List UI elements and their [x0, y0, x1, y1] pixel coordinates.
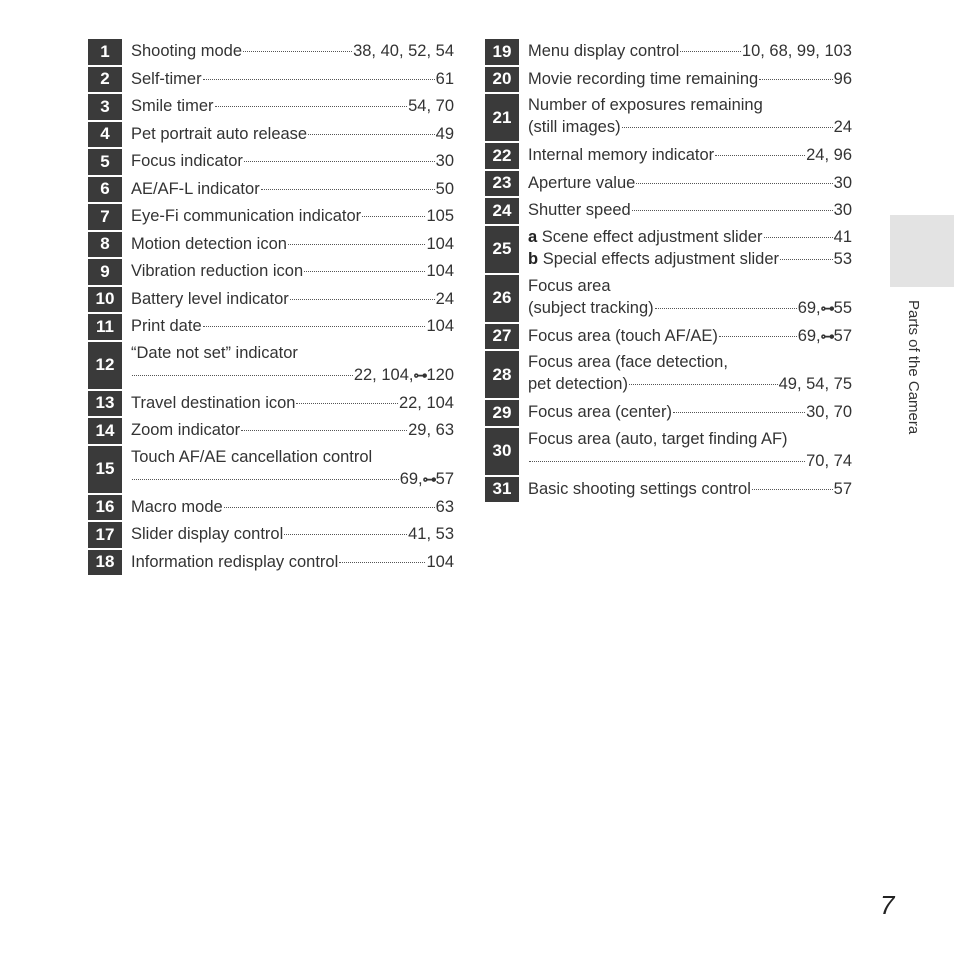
item-label: Scene effect adjustment slider — [541, 227, 763, 246]
item-label: Pet portrait auto release — [131, 124, 308, 143]
leader-dots — [132, 479, 399, 480]
index-row — [485, 226, 852, 273]
item-pages: 104 — [426, 262, 454, 280]
leader-dots — [629, 384, 778, 385]
item-label: Number of exposures remaining — [528, 96, 763, 114]
index-row — [88, 39, 454, 65]
item-number: 5 — [88, 149, 122, 175]
item-pages: 69, — [399, 469, 423, 488]
right-index-table — [485, 37, 852, 504]
index-row — [88, 522, 454, 548]
index-row — [485, 198, 852, 224]
leader-dots — [241, 430, 407, 431]
item-number: 13 — [88, 391, 122, 417]
item-pages: 53 — [833, 249, 852, 268]
index-row — [88, 418, 454, 444]
item-label: Smile timer — [131, 97, 214, 115]
item-pages: 61 — [435, 69, 454, 88]
item-label: Focus area (auto, target finding AF) — [528, 429, 788, 448]
item-ref-page: 57 — [833, 326, 852, 345]
item-label: Battery level indicator — [131, 289, 289, 308]
leader-dots — [244, 161, 435, 162]
index-row — [485, 94, 852, 141]
item-label: Zoom indicator — [131, 421, 241, 439]
item-ref-page: 57 — [435, 469, 454, 488]
index-row — [485, 143, 852, 169]
section-tab — [890, 215, 954, 287]
leader-dots — [296, 403, 397, 404]
item-label: Information redisplay control — [131, 552, 339, 571]
item-pages: 22, 104 — [398, 393, 454, 412]
index-row — [88, 446, 454, 493]
item-label: Shutter speed — [528, 201, 631, 219]
sub-item-letter: b — [528, 249, 539, 268]
item-label: AE/AF-L indicator — [131, 179, 260, 198]
item-pages: 30, 70 — [806, 403, 852, 421]
item-pages: 96 — [833, 69, 852, 88]
index-row — [88, 177, 454, 203]
item-pages: 69, — [797, 326, 821, 345]
index-row — [485, 477, 852, 503]
item-number: 9 — [88, 259, 122, 285]
index-row — [485, 324, 852, 350]
item-number: 28 — [485, 351, 519, 398]
item-pages: 41, 53 — [408, 525, 454, 543]
leader-dots — [764, 237, 833, 238]
leader-dots — [632, 210, 833, 211]
section-label: Parts of the Camera — [905, 300, 922, 435]
leader-dots — [529, 461, 805, 462]
leader-dots — [655, 308, 797, 309]
item-number: 26 — [485, 275, 519, 322]
index-row — [88, 149, 454, 175]
index-row — [88, 259, 454, 285]
index-row — [485, 171, 852, 197]
item-number: 6 — [88, 177, 122, 203]
item-label: Basic shooting settings control — [528, 479, 751, 498]
left-index-column — [88, 39, 454, 577]
index-row — [88, 287, 454, 313]
page-number: 7 — [880, 890, 895, 920]
item-pages: 104 — [426, 552, 454, 571]
leader-dots — [780, 259, 833, 260]
leader-dots — [362, 216, 425, 217]
item-number: 22 — [485, 143, 519, 169]
item-pages: 49, 54, 75 — [778, 375, 852, 393]
item-number: 16 — [88, 495, 122, 521]
item-pages: 69, — [797, 298, 821, 317]
item-pages: 30 — [833, 173, 852, 192]
item-label: “Date not set” indicator — [131, 343, 298, 362]
item-pages: 49 — [435, 124, 454, 143]
item-label: Eye-Fi communication indicator — [131, 207, 362, 225]
item-pages: 104 — [426, 234, 454, 253]
item-pages: 104 — [426, 317, 454, 335]
leader-dots — [215, 106, 408, 107]
item-pages: 57 — [833, 479, 852, 498]
item-pages: 50 — [435, 179, 454, 198]
item-pages: 29, 63 — [408, 421, 454, 439]
index-row — [485, 67, 852, 93]
item-number: 10 — [88, 287, 122, 313]
item-pages: 63 — [435, 497, 454, 516]
item-number: 3 — [88, 94, 122, 120]
index-row — [88, 495, 454, 521]
item-label: Motion detection icon — [131, 234, 287, 253]
item-pages: 105 — [426, 207, 454, 225]
item-label: Focus area — [528, 276, 611, 295]
item-number: 29 — [485, 400, 519, 426]
index-row — [88, 314, 454, 340]
item-pages: 30 — [435, 152, 454, 170]
item-number: 21 — [485, 94, 519, 141]
item-number: 30 — [485, 428, 519, 475]
index-row — [485, 351, 852, 398]
item-pages: 41 — [833, 227, 852, 246]
index-row — [88, 204, 454, 230]
item-label: Touch AF/AE cancellation control — [131, 447, 373, 466]
item-label: Focus indicator — [131, 152, 243, 170]
index-row — [88, 342, 454, 389]
item-label: Travel destination icon — [131, 393, 296, 412]
item-number: 12 — [88, 342, 122, 389]
leader-dots — [622, 127, 833, 128]
leader-dots — [224, 507, 435, 508]
item-label: Slider display control — [131, 525, 284, 543]
reference-section-icon: ⊶ — [820, 299, 834, 316]
leader-dots — [284, 534, 407, 535]
item-number: 14 — [88, 418, 122, 444]
index-row — [88, 391, 454, 417]
index-row — [485, 400, 852, 426]
item-label: Self-timer — [131, 69, 202, 88]
item-label: Focus area (center) — [528, 403, 672, 421]
index-row — [88, 550, 454, 576]
leader-dots — [203, 326, 426, 327]
index-row — [88, 122, 454, 148]
item-number: 18 — [88, 550, 122, 576]
item-label: Menu display control — [528, 42, 680, 60]
leader-dots — [132, 375, 353, 376]
item-number: 4 — [88, 122, 122, 148]
item-label: Shooting mode — [131, 42, 242, 60]
index-row — [485, 39, 852, 65]
item-pages: 38, 40, 52, 54 — [353, 42, 454, 60]
leader-dots — [203, 79, 435, 80]
item-pages: 22, 104, — [353, 365, 414, 384]
index-row — [485, 275, 852, 322]
item-number: 24 — [485, 198, 519, 224]
item-label: Macro mode — [131, 497, 223, 516]
item-number: 25 — [485, 226, 519, 273]
reference-section-icon: ⊶ — [820, 327, 834, 344]
sub-item-letter: a — [528, 227, 538, 246]
item-number: 15 — [88, 446, 122, 493]
item-number: 27 — [485, 324, 519, 350]
item-pages: 24 — [833, 118, 852, 136]
leader-dots — [715, 155, 805, 156]
index-row — [88, 94, 454, 120]
leader-dots — [339, 562, 425, 563]
index-row — [485, 428, 852, 475]
item-number: 17 — [88, 522, 122, 548]
leader-dots — [752, 489, 833, 490]
reference-section-icon: ⊶ — [413, 366, 427, 383]
leader-dots — [673, 412, 805, 413]
leader-dots — [680, 51, 741, 52]
item-label: Special effects adjustment slider — [542, 249, 780, 268]
item-pages: 30 — [833, 201, 852, 219]
leader-dots — [261, 189, 435, 190]
leader-dots — [290, 299, 435, 300]
item-label: Vibration reduction icon — [131, 262, 304, 280]
item-label-continued: pet detection) — [528, 375, 628, 393]
index-row — [88, 232, 454, 258]
index-row — [88, 67, 454, 93]
item-pages: 24, 96 — [806, 146, 852, 164]
item-label: Movie recording time remaining — [528, 69, 759, 88]
item-ref-page: 120 — [426, 365, 454, 384]
item-pages: 24 — [435, 289, 454, 308]
item-label-continued: (still images) — [528, 118, 621, 136]
leader-dots — [304, 271, 425, 272]
item-number: 11 — [88, 314, 122, 340]
item-number: 8 — [88, 232, 122, 258]
item-number: 19 — [485, 39, 519, 65]
leader-dots — [636, 183, 832, 184]
item-number: 23 — [485, 171, 519, 197]
item-label: Print date — [131, 317, 202, 335]
left-index-table — [88, 37, 454, 577]
right-index-column — [485, 39, 852, 504]
leader-dots — [719, 336, 797, 337]
item-number: 2 — [88, 67, 122, 93]
item-label: Focus area (face detection, — [528, 353, 728, 371]
item-number: 31 — [485, 477, 519, 503]
item-pages: 70, 74 — [806, 451, 852, 470]
item-number: 7 — [88, 204, 122, 230]
leader-dots — [308, 134, 435, 135]
item-label-continued: (subject tracking) — [528, 298, 654, 317]
reference-section-icon: ⊶ — [422, 470, 436, 487]
item-label: Aperture value — [528, 173, 636, 192]
leader-dots — [759, 79, 832, 80]
item-label: Internal memory indicator — [528, 146, 715, 164]
item-number: 20 — [485, 67, 519, 93]
leader-dots — [243, 51, 352, 52]
item-label: Focus area (touch AF/AE) — [528, 326, 718, 345]
item-pages: 54, 70 — [408, 97, 454, 115]
item-number: 1 — [88, 39, 122, 65]
item-ref-page: 55 — [833, 298, 852, 317]
leader-dots — [288, 244, 426, 245]
item-pages: 10, 68, 99, 103 — [741, 42, 852, 60]
